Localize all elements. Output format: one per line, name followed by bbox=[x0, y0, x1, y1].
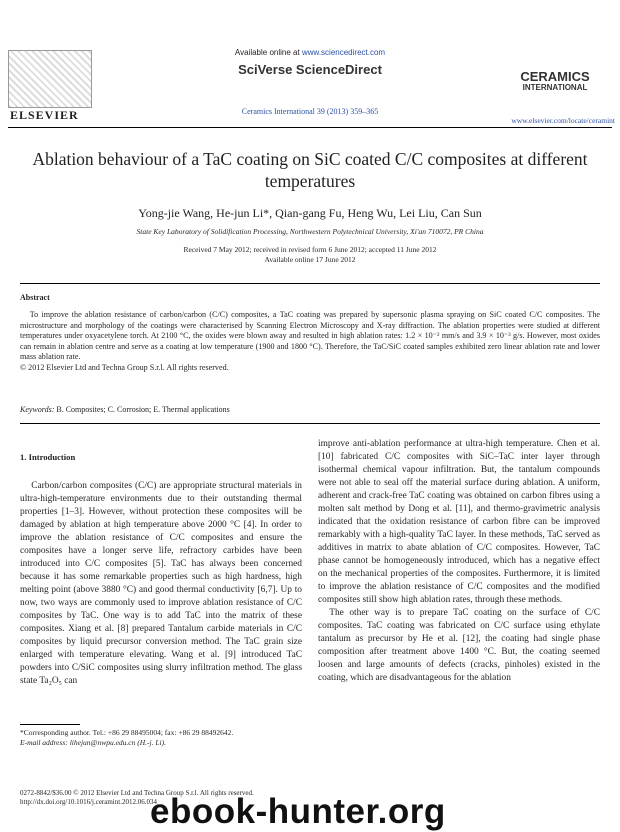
article-title: Ablation behaviour of a TaC coating on SiC coated C/C composites at different temperatures bbox=[32, 149, 588, 191]
online-date: Available online 17 June 2012 bbox=[264, 255, 356, 264]
footnote bbox=[20, 728, 320, 748]
doi-link[interactable]: http://dx.doi.org/10.1016/j.ceramint.2012.06.034 bbox=[20, 798, 157, 806]
intro-paragraph-1: Carbon/carbon composites (C/C) are appropriate structural materials in ultra-high-temperature environments due to their outstanding thermal properties [1–3]. However, without protection these composites will be damaged by ablation at high temperature above 2000 °C [4]. In order to improve the ablation resistance of C/C composites and ensure the composites have a longer serve life, refractory carbides have been introduced into C/C composites [5]. TaC has always been concerned because it has some remarkable properties such as high hardness, high melting point (above 3880 °C) and good thermal conductivity [6,7]. Up to now, two ways are commonly used to improve ablation resistance of C/C composites by TaC. One way is to add TaC into the matrix of these composites. Xiang et al. [8] prepared Tantalum carbide materials in C/C composites by liquid precursor conversion method. The TaC grain size enlarged with temperature elevating. Wang et al. [9] introduced TaC powders into C/SiC composites using slurry infiltration method. The glass state Ta₂O₅ can bbox=[20, 481, 302, 686]
journal-logo-line2: INTERNATIONAL bbox=[522, 83, 588, 92]
available-online bbox=[210, 48, 410, 57]
abstract-copyright: © 2012 Elsevier Ltd and Techna Group S.r.l. All rights reserved. bbox=[20, 362, 229, 372]
intro-paragraph-2: improve anti-ablation performance at ultra-high temperature. Chen et al. [10] fabricated C/C composites with SiC–TaC inter layer through isothermal chemical vapour infiltration. But, the tantalum compounds were not able to seal off the material surface during ablation. A uniform, adherent and crack-free TaC coating was obtained on carbon fibres using a molten salt method by Dong et al. [11], and thermo-gravimetric analysis indicated that the oxidation resistance of carbon fibre can be improved remarkably with a high-quality TaC layer. In these methods, TaC served as additives in matrix to abate ablation of C/C composites. However, TaC phase cannot be homogeneously introduced, which has a negative effect on the mechanical properties of the composites. Furthermore, it is limited to improve the ablation resistance of C/C composites and the modified composites still show high ablation rates, through these methods. bbox=[318, 439, 600, 605]
sciencedirect-link[interactable]: www.sciencedirect.com bbox=[301, 48, 386, 57]
corresponding-author: *Corresponding author. Tel.: +86 29 88495004; fax: +86 29 88492642. bbox=[20, 728, 234, 737]
available-prefix: Available online at bbox=[234, 48, 300, 57]
author-list: Yong-jie Wang, He-jun Li*, Qian-gang Fu, Heng Wu, Lei Liu, Can Sun bbox=[138, 206, 482, 220]
watermark: ebook-hunter.org bbox=[150, 792, 446, 831]
header-rule bbox=[8, 127, 612, 128]
affiliation: State Key Laboratory of Solidification Processing, Northwestern Polytechnical University, Xi'an 710072, PR China bbox=[136, 227, 484, 236]
footnote-rule bbox=[20, 724, 80, 725]
journal-logo bbox=[500, 70, 610, 93]
elsevier-tree-logo bbox=[8, 50, 92, 108]
publisher-logo-text: ELSEVIER bbox=[10, 108, 79, 122]
journal-reference[interactable]: Ceramics International 39 (2013) 359–365 bbox=[241, 107, 379, 116]
abstract-body bbox=[20, 310, 600, 373]
issn-line: 0272-8842/$36.00 © 2012 Elsevier Ltd and Techna Group S.r.l. All rights reserved. bbox=[20, 789, 254, 797]
right-column bbox=[318, 438, 600, 685]
abstract-bottom-rule bbox=[20, 423, 600, 424]
left-column bbox=[20, 451, 302, 688]
keywords bbox=[20, 405, 600, 414]
journal-url[interactable]: www.elsevier.com/locate/ceramint bbox=[511, 116, 615, 125]
keywords-text: B. Composites; C. Corrosion; E. Thermal applications bbox=[56, 405, 230, 414]
abstract-heading: Abstract bbox=[20, 293, 50, 302]
abstract-text: To improve the ablation resistance of carbon/carbon (C/C) composites, a TaC coating was prepared by supersonic plasma spraying on SiC coated C/C composites. The microstructure and morphology of the coatings were characterised by Scanning Electron Microscopy and X-ray diffraction. The ablation properties were studied at different temperatures under oxyacetylene torch. At 2100 °C, the oxides were blown away and resulted in high ablation rates: 1.2 × 10⁻² mm/s and 3.9 × 10⁻³ g/s. However, most oxides can remain in ablation centre and serve as a coating at low temperature (1900 and 1800 °C). Therefore, the TaC/SiC coated samples exhibited zero linear ablation rate and lower mass ablation rate. bbox=[20, 310, 600, 361]
journal-logo-line1: CERAMICS bbox=[520, 69, 590, 84]
abstract-top-rule bbox=[20, 283, 600, 284]
received-dates: Received 7 May 2012; received in revised form 6 June 2012; accepted 11 June 2012 bbox=[183, 245, 437, 254]
intro-paragraph-3: The other way is to prepare TaC coating on the surface of C/C composites. TaC coating was fabricated on C/C surface using ethylate tantalum as precursor by He et al. [12], the coating had single phase composition after treatment above 1400 °C. But, the coating seemed loosen and large amounts of defects (cracks, pinholes) existed in the coating, which are disadvantageous for the ablation bbox=[318, 608, 600, 683]
keywords-label: Keywords: bbox=[20, 405, 55, 414]
email-line[interactable]: E-mail address: lihejun@nwpu.edu.cn (H.-j. Li). bbox=[20, 738, 166, 747]
section-heading-introduction: 1. Introduction bbox=[20, 452, 76, 462]
article-dates bbox=[20, 245, 600, 265]
platform-name: SciVerse ScienceDirect bbox=[238, 62, 382, 77]
